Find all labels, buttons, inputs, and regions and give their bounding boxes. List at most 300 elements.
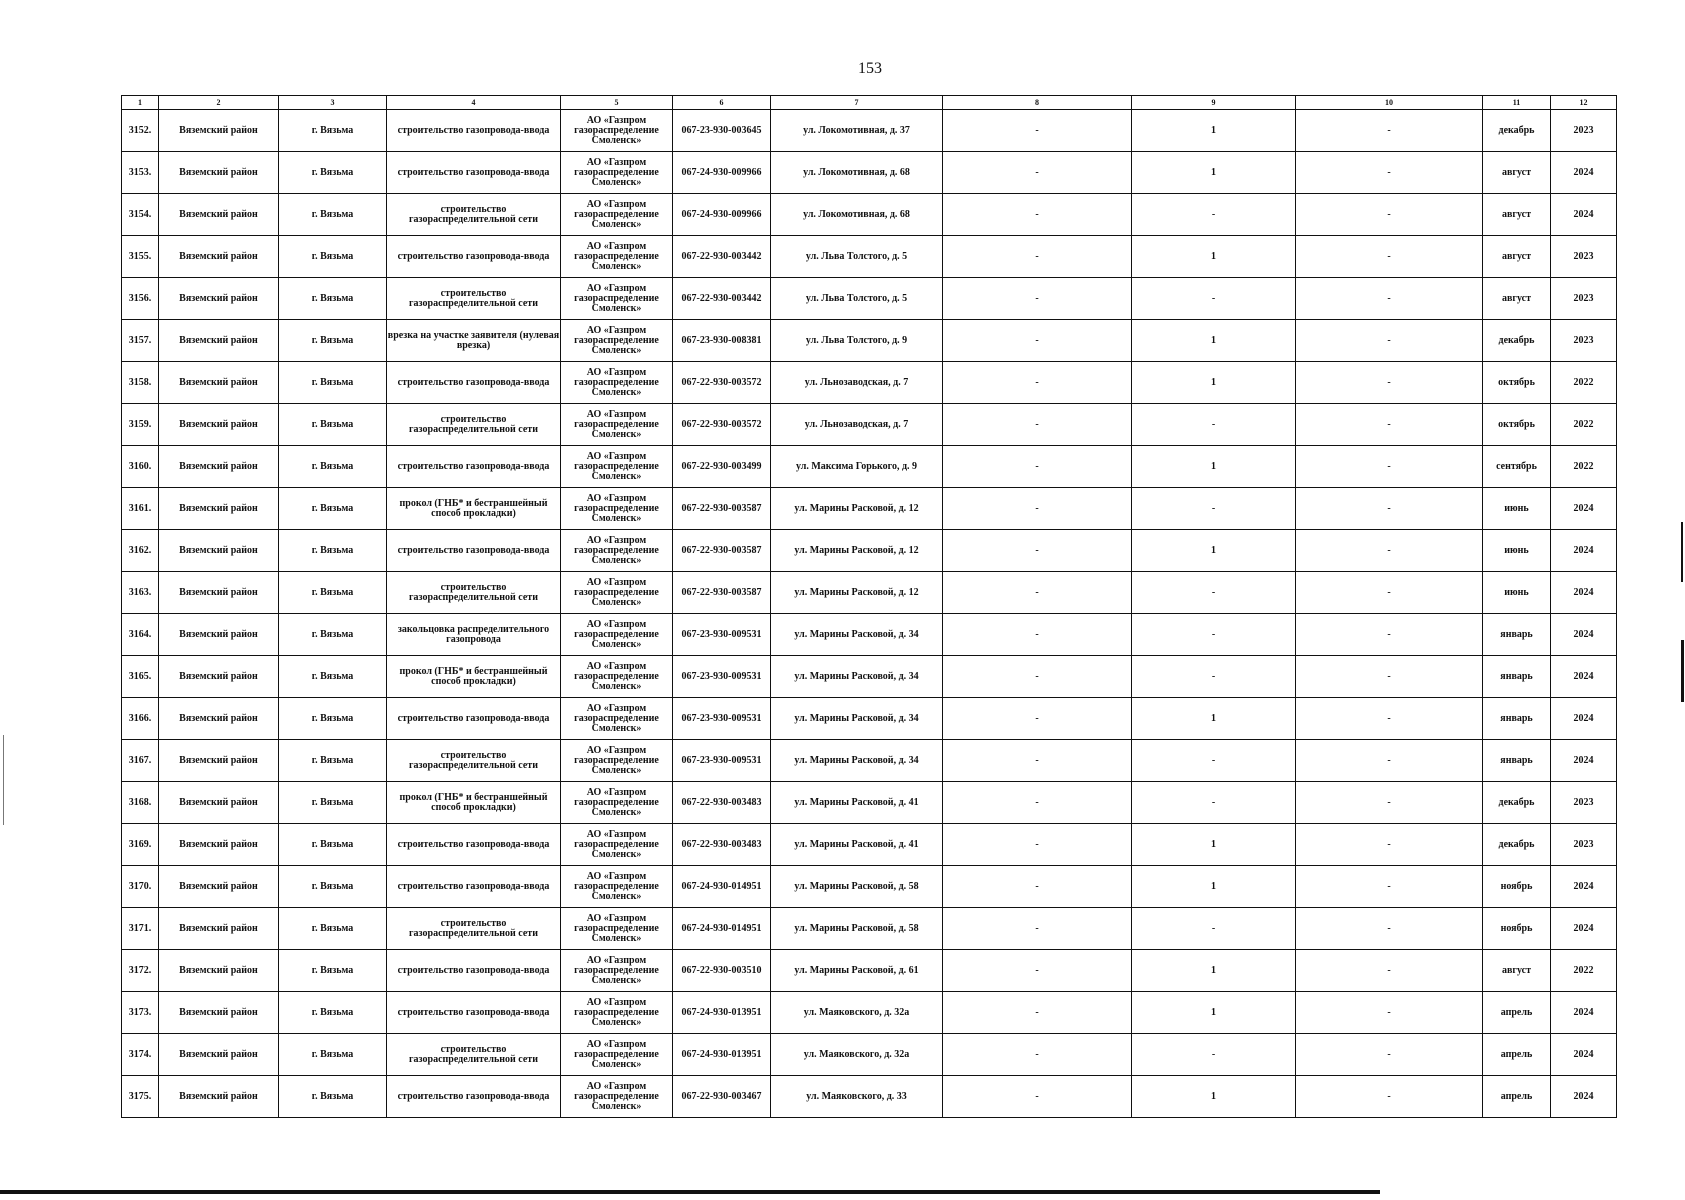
address-cell: ул. Марины Расковой, д. 61 <box>771 950 943 992</box>
column-number: 2 <box>159 96 279 110</box>
organization-cell: АО «Газпром газораспределение Смоленск» <box>561 110 673 152</box>
table-body <box>122 110 1617 1118</box>
table-row <box>122 1034 1617 1076</box>
organization-cell: АО «Газпром газораспределение Смоленск» <box>561 1034 673 1076</box>
city-cell: г. Вязьма <box>279 446 387 488</box>
table-row <box>122 656 1617 698</box>
month-cell: декабрь <box>1483 320 1551 362</box>
organization-cell: АО «Газпром газораспределение Смоленск» <box>561 992 673 1034</box>
application-code-cell: 067-22-930-003442 <box>673 236 771 278</box>
col9-cell: 1 <box>1132 152 1296 194</box>
col8-cell: - <box>943 614 1132 656</box>
month-cell: октябрь <box>1483 404 1551 446</box>
month-cell: август <box>1483 950 1551 992</box>
organization-cell: АО «Газпром газораспределение Смоленск» <box>561 1076 673 1118</box>
address-cell: ул. Льва Толстого, д. 5 <box>771 278 943 320</box>
district-cell: Вяземский район <box>159 320 279 362</box>
col10-cell: - <box>1296 950 1483 992</box>
column-number: 11 <box>1483 96 1551 110</box>
col10-cell: - <box>1296 572 1483 614</box>
month-cell: ноябрь <box>1483 908 1551 950</box>
month-cell: январь <box>1483 614 1551 656</box>
col10-cell: - <box>1296 908 1483 950</box>
address-cell: ул. Локомотивная, д. 68 <box>771 152 943 194</box>
month-cell: ноябрь <box>1483 866 1551 908</box>
city-cell: г. Вязьма <box>279 1034 387 1076</box>
work-type-cell: строительство газораспределительной сети <box>387 404 561 446</box>
district-cell: Вяземский район <box>159 572 279 614</box>
col10-cell: - <box>1296 362 1483 404</box>
col8-cell: - <box>943 362 1132 404</box>
year-cell: 2023 <box>1551 278 1617 320</box>
year-cell: 2024 <box>1551 866 1617 908</box>
organization-cell: АО «Газпром газораспределение Смоленск» <box>561 614 673 656</box>
col9-cell: 1 <box>1132 236 1296 278</box>
city-cell: г. Вязьма <box>279 488 387 530</box>
organization-cell: АО «Газпром газораспределение Смоленск» <box>561 362 673 404</box>
work-type-cell: строительство газопровода-ввода <box>387 698 561 740</box>
col9-cell: 1 <box>1132 530 1296 572</box>
col10-cell: - <box>1296 446 1483 488</box>
address-cell: ул. Льнозаводская, д. 7 <box>771 404 943 446</box>
address-cell: ул. Марины Расковой, д. 12 <box>771 488 943 530</box>
col8-cell: - <box>943 404 1132 446</box>
application-code-cell: 067-24-930-009966 <box>673 194 771 236</box>
table-row <box>122 362 1617 404</box>
work-type-cell: строительство газораспределительной сети <box>387 572 561 614</box>
col9-cell: - <box>1132 404 1296 446</box>
year-cell: 2024 <box>1551 740 1617 782</box>
col9-cell: - <box>1132 740 1296 782</box>
address-cell: ул. Марины Расковой, д. 34 <box>771 614 943 656</box>
table-row <box>122 1076 1617 1118</box>
col10-cell: - <box>1296 1034 1483 1076</box>
row-number: 3159. <box>122 404 159 446</box>
col8-cell: - <box>943 1076 1132 1118</box>
address-cell: ул. Марины Расковой, д. 41 <box>771 824 943 866</box>
organization-cell: АО «Газпром газораспределение Смоленск» <box>561 404 673 446</box>
col10-cell: - <box>1296 488 1483 530</box>
application-code-cell: 067-24-930-014951 <box>673 866 771 908</box>
application-code-cell: 067-24-930-013951 <box>673 1034 771 1076</box>
row-number: 3155. <box>122 236 159 278</box>
month-cell: август <box>1483 236 1551 278</box>
organization-cell: АО «Газпром газораспределение Смоленск» <box>561 236 673 278</box>
work-type-cell: строительство газораспределительной сети <box>387 1034 561 1076</box>
row-number: 3161. <box>122 488 159 530</box>
address-cell: ул. Льнозаводская, д. 7 <box>771 362 943 404</box>
application-code-cell: 067-22-930-003572 <box>673 404 771 446</box>
col8-cell: - <box>943 992 1132 1034</box>
organization-cell: АО «Газпром газораспределение Смоленск» <box>561 530 673 572</box>
row-number: 3154. <box>122 194 159 236</box>
organization-cell: АО «Газпром газораспределение Смоленск» <box>561 824 673 866</box>
col9-cell: 1 <box>1132 1076 1296 1118</box>
col9-cell: - <box>1132 614 1296 656</box>
col8-cell: - <box>943 278 1132 320</box>
column-number: 9 <box>1132 96 1296 110</box>
col9-cell: - <box>1132 908 1296 950</box>
row-number: 3165. <box>122 656 159 698</box>
col9-cell: 1 <box>1132 824 1296 866</box>
organization-cell: АО «Газпром газораспределение Смоленск» <box>561 866 673 908</box>
col8-cell: - <box>943 194 1132 236</box>
application-code-cell: 067-23-930-009531 <box>673 698 771 740</box>
column-number: 7 <box>771 96 943 110</box>
application-code-cell: 067-22-930-003587 <box>673 488 771 530</box>
table-row <box>122 908 1617 950</box>
district-cell: Вяземский район <box>159 152 279 194</box>
col10-cell: - <box>1296 278 1483 320</box>
city-cell: г. Вязьма <box>279 908 387 950</box>
month-cell: декабрь <box>1483 824 1551 866</box>
year-cell: 2023 <box>1551 236 1617 278</box>
table-row <box>122 152 1617 194</box>
col10-cell: - <box>1296 320 1483 362</box>
work-type-cell: закольцовка распределительного газопровода <box>387 614 561 656</box>
column-number: 1 <box>122 96 159 110</box>
city-cell: г. Вязьма <box>279 152 387 194</box>
year-cell: 2022 <box>1551 404 1617 446</box>
year-cell: 2023 <box>1551 110 1617 152</box>
month-cell: январь <box>1483 740 1551 782</box>
col10-cell: - <box>1296 698 1483 740</box>
work-type-cell: строительство газораспределительной сети <box>387 278 561 320</box>
table-row <box>122 782 1617 824</box>
organization-cell: АО «Газпром газораспределение Смоленск» <box>561 740 673 782</box>
col9-cell: 1 <box>1132 446 1296 488</box>
column-number: 8 <box>943 96 1132 110</box>
work-type-cell: прокол (ГНБ* и бестраншейный способ прокладки) <box>387 782 561 824</box>
month-cell: сентябрь <box>1483 446 1551 488</box>
city-cell: г. Вязьма <box>279 950 387 992</box>
row-number: 3170. <box>122 866 159 908</box>
row-number: 3157. <box>122 320 159 362</box>
year-cell: 2024 <box>1551 530 1617 572</box>
month-cell: декабрь <box>1483 110 1551 152</box>
column-number: 3 <box>279 96 387 110</box>
table-row <box>122 488 1617 530</box>
district-cell: Вяземский район <box>159 614 279 656</box>
data-table <box>121 95 1617 1118</box>
year-cell: 2023 <box>1551 782 1617 824</box>
work-type-cell: строительство газопровода-ввода <box>387 950 561 992</box>
application-code-cell: 067-22-930-003510 <box>673 950 771 992</box>
row-number: 3167. <box>122 740 159 782</box>
row-number: 3152. <box>122 110 159 152</box>
month-cell: январь <box>1483 656 1551 698</box>
col8-cell: - <box>943 950 1132 992</box>
district-cell: Вяземский район <box>159 530 279 572</box>
col9-cell: - <box>1132 656 1296 698</box>
col10-cell: - <box>1296 404 1483 446</box>
col9-cell: - <box>1132 194 1296 236</box>
table-row <box>122 404 1617 446</box>
work-type-cell: строительство газопровода-ввода <box>387 530 561 572</box>
month-cell: апрель <box>1483 1034 1551 1076</box>
table-row <box>122 950 1617 992</box>
month-cell: январь <box>1483 698 1551 740</box>
col9-cell: 1 <box>1132 950 1296 992</box>
month-cell: август <box>1483 194 1551 236</box>
work-type-cell: строительство газопровода-ввода <box>387 110 561 152</box>
address-cell: ул. Маяковского, д. 32а <box>771 992 943 1034</box>
col10-cell: - <box>1296 152 1483 194</box>
district-cell: Вяземский район <box>159 824 279 866</box>
table-row <box>122 530 1617 572</box>
col9-cell: - <box>1132 488 1296 530</box>
application-code-cell: 067-22-930-003587 <box>673 572 771 614</box>
col10-cell: - <box>1296 782 1483 824</box>
row-number: 3158. <box>122 362 159 404</box>
year-cell: 2024 <box>1551 698 1617 740</box>
city-cell: г. Вязьма <box>279 824 387 866</box>
col10-cell: - <box>1296 110 1483 152</box>
column-number-row <box>122 96 1617 110</box>
work-type-cell: строительство газопровода-ввода <box>387 824 561 866</box>
col9-cell: - <box>1132 1034 1296 1076</box>
organization-cell: АО «Газпром газораспределение Смоленск» <box>561 152 673 194</box>
bottom-rule <box>0 1190 1380 1194</box>
organization-cell: АО «Газпром газораспределение Смоленск» <box>561 446 673 488</box>
table-row <box>122 614 1617 656</box>
application-code-cell: 067-22-930-003499 <box>673 446 771 488</box>
organization-cell: АО «Газпром газораспределение Смоленск» <box>561 488 673 530</box>
col8-cell: - <box>943 236 1132 278</box>
year-cell: 2024 <box>1551 908 1617 950</box>
city-cell: г. Вязьма <box>279 530 387 572</box>
col10-cell: - <box>1296 194 1483 236</box>
year-cell: 2024 <box>1551 992 1617 1034</box>
month-cell: апрель <box>1483 1076 1551 1118</box>
district-cell: Вяземский район <box>159 446 279 488</box>
work-type-cell: строительство газопровода-ввода <box>387 236 561 278</box>
district-cell: Вяземский район <box>159 950 279 992</box>
address-cell: ул. Льва Толстого, д. 9 <box>771 320 943 362</box>
row-number: 3153. <box>122 152 159 194</box>
table-row <box>122 866 1617 908</box>
year-cell: 2024 <box>1551 656 1617 698</box>
col8-cell: - <box>943 572 1132 614</box>
col8-cell: - <box>943 656 1132 698</box>
city-cell: г. Вязьма <box>279 614 387 656</box>
table-row <box>122 572 1617 614</box>
column-number: 5 <box>561 96 673 110</box>
month-cell: август <box>1483 278 1551 320</box>
month-cell: июнь <box>1483 572 1551 614</box>
table-row <box>122 320 1617 362</box>
year-cell: 2024 <box>1551 152 1617 194</box>
col10-cell: - <box>1296 992 1483 1034</box>
col9-cell: - <box>1132 572 1296 614</box>
city-cell: г. Вязьма <box>279 572 387 614</box>
district-cell: Вяземский район <box>159 194 279 236</box>
year-cell: 2023 <box>1551 824 1617 866</box>
month-cell: октябрь <box>1483 362 1551 404</box>
work-type-cell: строительство газопровода-ввода <box>387 362 561 404</box>
month-cell: июнь <box>1483 488 1551 530</box>
district-cell: Вяземский район <box>159 404 279 446</box>
scan-mark <box>3 735 4 825</box>
table-row <box>122 446 1617 488</box>
col10-cell: - <box>1296 866 1483 908</box>
col8-cell: - <box>943 110 1132 152</box>
row-number: 3156. <box>122 278 159 320</box>
row-number: 3164. <box>122 614 159 656</box>
city-cell: г. Вязьма <box>279 278 387 320</box>
row-number: 3173. <box>122 992 159 1034</box>
column-number: 12 <box>1551 96 1617 110</box>
col9-cell: 1 <box>1132 992 1296 1034</box>
organization-cell: АО «Газпром газораспределение Смоленск» <box>561 698 673 740</box>
col8-cell: - <box>943 152 1132 194</box>
address-cell: ул. Локомотивная, д. 37 <box>771 110 943 152</box>
col8-cell: - <box>943 782 1132 824</box>
table-row <box>122 194 1617 236</box>
year-cell: 2022 <box>1551 446 1617 488</box>
table-row <box>122 110 1617 152</box>
year-cell: 2024 <box>1551 614 1617 656</box>
year-cell: 2024 <box>1551 194 1617 236</box>
row-number: 3162. <box>122 530 159 572</box>
col8-cell: - <box>943 866 1132 908</box>
col8-cell: - <box>943 530 1132 572</box>
application-code-cell: 067-22-930-003467 <box>673 1076 771 1118</box>
year-cell: 2024 <box>1551 1076 1617 1118</box>
col9-cell: - <box>1132 782 1296 824</box>
col9-cell: 1 <box>1132 866 1296 908</box>
city-cell: г. Вязьма <box>279 194 387 236</box>
city-cell: г. Вязьма <box>279 110 387 152</box>
row-number: 3169. <box>122 824 159 866</box>
row-number: 3172. <box>122 950 159 992</box>
row-number: 3166. <box>122 698 159 740</box>
application-code-cell: 067-22-930-003572 <box>673 362 771 404</box>
organization-cell: АО «Газпром газораспределение Смоленск» <box>561 908 673 950</box>
city-cell: г. Вязьма <box>279 698 387 740</box>
scan-mark <box>1681 522 1683 582</box>
row-number: 3171. <box>122 908 159 950</box>
organization-cell: АО «Газпром газораспределение Смоленск» <box>561 782 673 824</box>
col8-cell: - <box>943 698 1132 740</box>
work-type-cell: врезка на участке заявителя (нулевая врезка) <box>387 320 561 362</box>
year-cell: 2024 <box>1551 572 1617 614</box>
organization-cell: АО «Газпром газораспределение Смоленск» <box>561 278 673 320</box>
col9-cell: 1 <box>1132 698 1296 740</box>
work-type-cell: строительство газопровода-ввода <box>387 866 561 908</box>
work-type-cell: прокол (ГНБ* и бестраншейный способ прокладки) <box>387 488 561 530</box>
year-cell: 2022 <box>1551 950 1617 992</box>
address-cell: ул. Марины Расковой, д. 41 <box>771 782 943 824</box>
city-cell: г. Вязьма <box>279 236 387 278</box>
table-row <box>122 236 1617 278</box>
year-cell: 2023 <box>1551 320 1617 362</box>
work-type-cell: строительство газопровода-ввода <box>387 446 561 488</box>
application-code-cell: 067-23-930-009531 <box>673 656 771 698</box>
col10-cell: - <box>1296 824 1483 866</box>
district-cell: Вяземский район <box>159 782 279 824</box>
city-cell: г. Вязьма <box>279 404 387 446</box>
table-row <box>122 824 1617 866</box>
work-type-cell: строительство газопровода-ввода <box>387 992 561 1034</box>
col8-cell: - <box>943 1034 1132 1076</box>
application-code-cell: 067-23-930-009531 <box>673 614 771 656</box>
organization-cell: АО «Газпром газораспределение Смоленск» <box>561 194 673 236</box>
page-number: 153 <box>858 60 882 77</box>
work-type-cell: строительство газопровода-ввода <box>387 152 561 194</box>
address-cell: ул. Марины Расковой, д. 58 <box>771 908 943 950</box>
col8-cell: - <box>943 908 1132 950</box>
city-cell: г. Вязьма <box>279 656 387 698</box>
col10-cell: - <box>1296 1076 1483 1118</box>
district-cell: Вяземский район <box>159 362 279 404</box>
city-cell: г. Вязьма <box>279 320 387 362</box>
address-cell: ул. Локомотивная, д. 68 <box>771 194 943 236</box>
column-number: 10 <box>1296 96 1483 110</box>
col10-cell: - <box>1296 236 1483 278</box>
district-cell: Вяземский район <box>159 236 279 278</box>
year-cell: 2022 <box>1551 362 1617 404</box>
month-cell: июнь <box>1483 530 1551 572</box>
address-cell: ул. Льва Толстого, д. 5 <box>771 236 943 278</box>
district-cell: Вяземский район <box>159 1076 279 1118</box>
col8-cell: - <box>943 320 1132 362</box>
district-cell: Вяземский район <box>159 656 279 698</box>
district-cell: Вяземский район <box>159 1034 279 1076</box>
table-row <box>122 740 1617 782</box>
application-code-cell: 067-23-930-003645 <box>673 110 771 152</box>
address-cell: ул. Маяковского, д. 32а <box>771 1034 943 1076</box>
year-cell: 2024 <box>1551 1034 1617 1076</box>
work-type-cell: строительство газораспределительной сети <box>387 908 561 950</box>
row-number: 3163. <box>122 572 159 614</box>
organization-cell: АО «Газпром газораспределение Смоленск» <box>561 320 673 362</box>
work-type-cell: строительство газопровода-ввода <box>387 1076 561 1118</box>
col9-cell: 1 <box>1132 362 1296 404</box>
col9-cell: - <box>1132 278 1296 320</box>
table-row <box>122 698 1617 740</box>
application-code-cell: 067-24-930-013951 <box>673 992 771 1034</box>
work-type-cell: прокол (ГНБ* и бестраншейный способ прокладки) <box>387 656 561 698</box>
application-code-cell: 067-22-930-003483 <box>673 782 771 824</box>
address-cell: ул. Маяковского, д. 33 <box>771 1076 943 1118</box>
col8-cell: - <box>943 446 1132 488</box>
column-number: 6 <box>673 96 771 110</box>
city-cell: г. Вязьма <box>279 740 387 782</box>
district-cell: Вяземский район <box>159 488 279 530</box>
organization-cell: АО «Газпром газораспределение Смоленск» <box>561 950 673 992</box>
col9-cell: 1 <box>1132 320 1296 362</box>
district-cell: Вяземский район <box>159 110 279 152</box>
col9-cell: 1 <box>1132 110 1296 152</box>
address-cell: ул. Марины Расковой, д. 34 <box>771 740 943 782</box>
work-type-cell: строительство газораспределительной сети <box>387 740 561 782</box>
col8-cell: - <box>943 740 1132 782</box>
address-cell: ул. Марины Расковой, д. 12 <box>771 530 943 572</box>
address-cell: ул. Марины Расковой, д. 58 <box>771 866 943 908</box>
address-cell: ул. Марины Расковой, д. 34 <box>771 656 943 698</box>
col10-cell: - <box>1296 740 1483 782</box>
month-cell: август <box>1483 152 1551 194</box>
district-cell: Вяземский район <box>159 698 279 740</box>
district-cell: Вяземский район <box>159 866 279 908</box>
organization-cell: АО «Газпром газораспределение Смоленск» <box>561 656 673 698</box>
row-number: 3168. <box>122 782 159 824</box>
col10-cell: - <box>1296 614 1483 656</box>
work-type-cell: строительство газораспределительной сети <box>387 194 561 236</box>
district-cell: Вяземский район <box>159 908 279 950</box>
address-cell: ул. Максима Горького, д. 9 <box>771 446 943 488</box>
